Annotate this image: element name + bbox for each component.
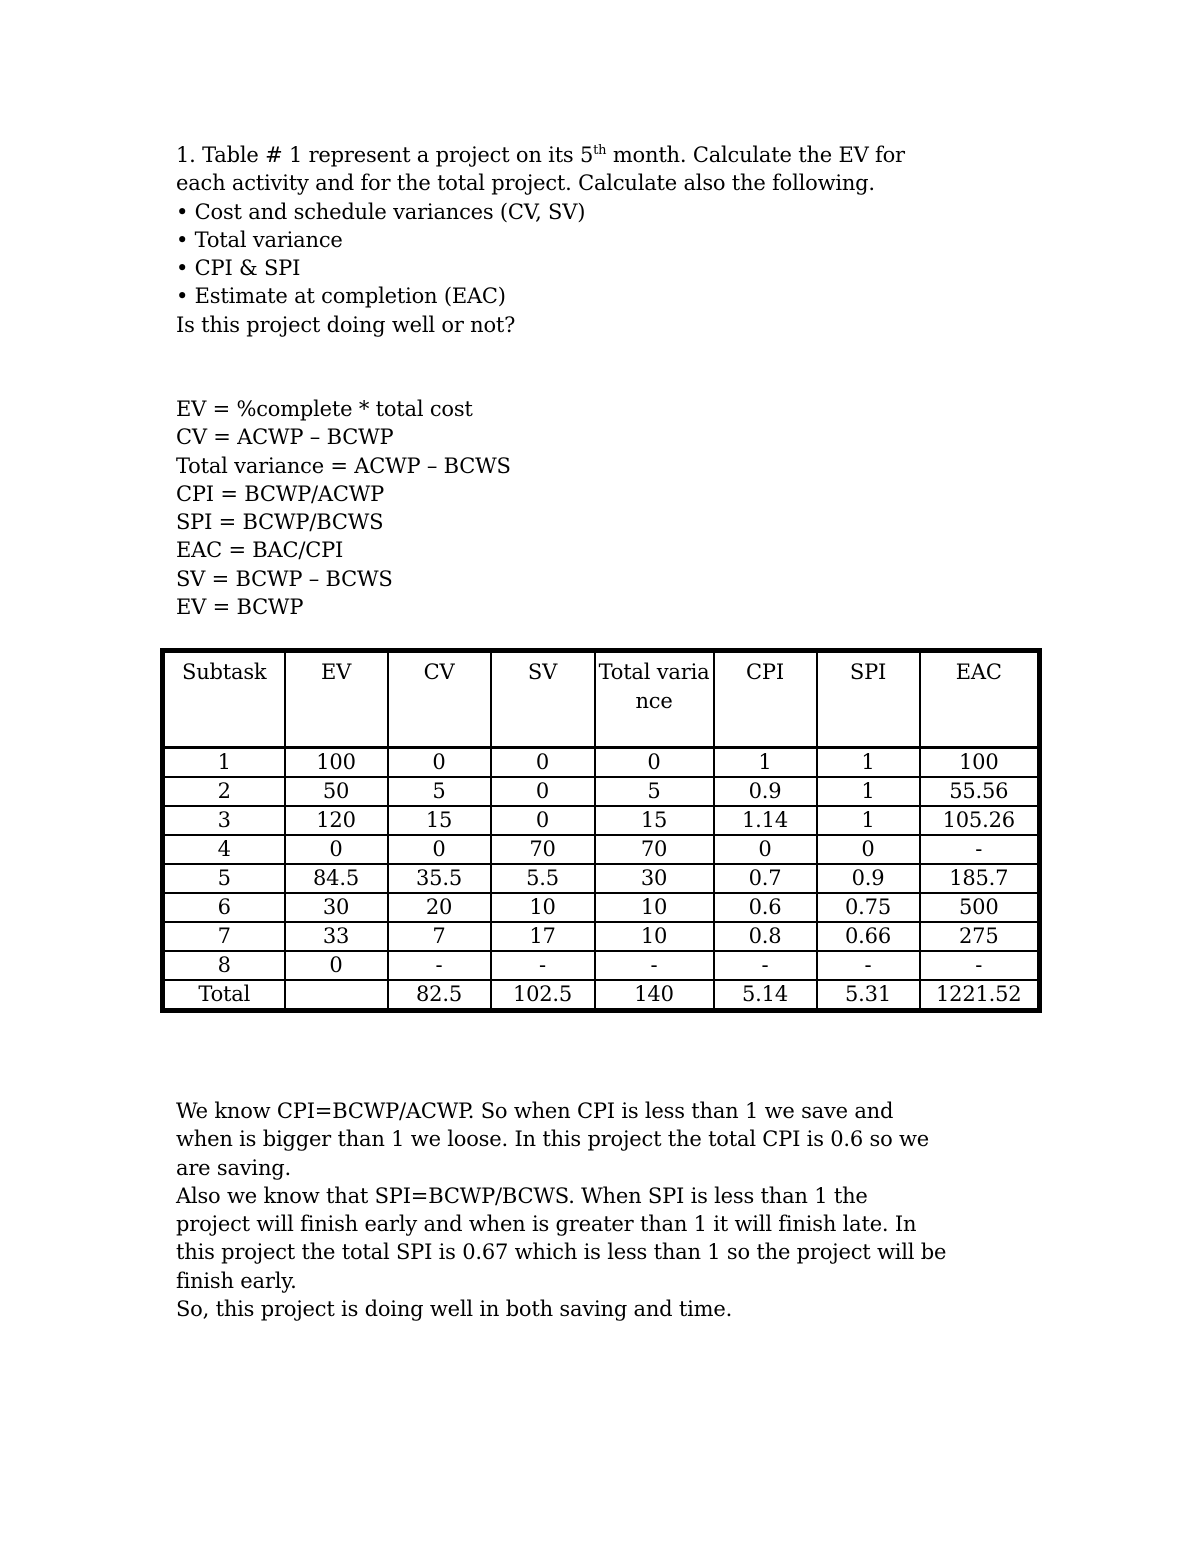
table-row <box>163 951 1040 980</box>
subtask-cell: 8 <box>163 951 285 980</box>
subtask-cell: 7 <box>163 922 285 951</box>
value-cell: 82.5 <box>388 980 491 1011</box>
subtask-cell: 6 <box>163 893 285 922</box>
answer-line: when is bigger than 1 we loose. In this project the total CPI is 0.6 so we <box>176 1127 930 1152</box>
answer-line: this project the total SPI is 0.67 which is less than 1 so the project will be <box>176 1240 947 1265</box>
answer-line: So, this project is doing well in both saving and time. <box>176 1297 733 1322</box>
subtask-cell: 2 <box>163 777 285 806</box>
table-row <box>163 777 1040 806</box>
value-cell <box>285 980 388 1011</box>
value-cell: 185.7 <box>920 864 1040 893</box>
question-line-2: each activity and for the total project. Calculate also the following. <box>176 171 875 196</box>
header-cell: CPI <box>714 651 817 748</box>
value-cell: 500 <box>920 893 1040 922</box>
value-cell: 10 <box>595 893 714 922</box>
bullet-item: • Estimate at completion (EAC) <box>176 284 506 309</box>
answer-line: project will finish early and when is greater than 1 it will finish late. In <box>176 1212 917 1237</box>
value-cell: 0 <box>388 748 491 778</box>
value-cell: 0.66 <box>817 922 920 951</box>
value-cell: - <box>595 951 714 980</box>
ordinal-superscript: th <box>593 143 607 158</box>
value-cell: 0.75 <box>817 893 920 922</box>
question-closing: Is this project doing well or not? <box>176 312 516 337</box>
value-cell: 1 <box>817 748 920 778</box>
question-text <box>176 141 1056 339</box>
answer-line: Also we know that SPI=BCWP/BCWS. When SPI is less than 1 the <box>176 1183 868 1208</box>
value-cell: 10 <box>491 893 595 922</box>
value-cell: 102.5 <box>491 980 595 1011</box>
formula-line: EAC = BAC/CPI <box>176 538 344 563</box>
value-cell: 120 <box>285 806 388 835</box>
table-row <box>163 864 1040 893</box>
value-cell: 5.31 <box>817 980 920 1011</box>
subtask-cell: 5 <box>163 864 285 893</box>
formula-line: CPI = BCWP/ACWP <box>176 481 385 506</box>
value-cell: 140 <box>595 980 714 1011</box>
value-cell: 0 <box>491 806 595 835</box>
answer-line: are saving. <box>176 1155 291 1180</box>
value-cell: 275 <box>920 922 1040 951</box>
header-cell: EAC <box>920 651 1040 748</box>
value-cell: 33 <box>285 922 388 951</box>
value-cell: - <box>714 951 817 980</box>
subtask-cell: 1 <box>163 748 285 778</box>
bullet-item: • CPI & SPI <box>176 256 301 281</box>
header-cell: Subtask <box>163 651 285 748</box>
bullet-item: • Total variance <box>176 227 343 252</box>
value-cell: 5 <box>388 777 491 806</box>
value-cell: 0.8 <box>714 922 817 951</box>
value-cell: 1.14 <box>714 806 817 835</box>
formula-line: SPI = BCWP/BCWS <box>176 510 384 535</box>
value-cell: 0 <box>491 748 595 778</box>
value-cell: 100 <box>920 748 1040 778</box>
formula-line: Total variance = ACWP – BCWS <box>176 453 511 478</box>
question-line-1-end: month. Calculate the EV for <box>606 143 905 167</box>
value-cell: 17 <box>491 922 595 951</box>
value-cell: - <box>920 835 1040 864</box>
bullet-item: • Cost and schedule variances (CV, SV) <box>176 199 586 224</box>
value-cell: - <box>388 951 491 980</box>
header-cell: SV <box>491 651 595 748</box>
value-cell: 1 <box>714 748 817 778</box>
value-cell: 5.14 <box>714 980 817 1011</box>
value-cell: 15 <box>388 806 491 835</box>
value-cell: 70 <box>491 835 595 864</box>
value-cell: 0.9 <box>714 777 817 806</box>
value-cell: 1 <box>817 806 920 835</box>
question-line-1 <box>176 141 1056 169</box>
answer-line: finish early. <box>176 1268 297 1293</box>
value-cell: 35.5 <box>388 864 491 893</box>
value-cell: 30 <box>595 864 714 893</box>
table-header-row <box>163 651 1040 748</box>
value-cell: 5 <box>595 777 714 806</box>
table-row <box>163 806 1040 835</box>
header-cell: Total variance <box>595 651 714 748</box>
value-cell: 1 <box>817 777 920 806</box>
value-cell: 0.7 <box>714 864 817 893</box>
value-cell: 100 <box>285 748 388 778</box>
table-total-row <box>163 980 1040 1011</box>
value-cell: 55.56 <box>920 777 1040 806</box>
table-row <box>163 748 1040 778</box>
value-cell: 0 <box>595 748 714 778</box>
value-cell: 15 <box>595 806 714 835</box>
value-cell: 0 <box>817 835 920 864</box>
value-cell: 70 <box>595 835 714 864</box>
value-cell: 0.6 <box>714 893 817 922</box>
value-cell: 0 <box>285 951 388 980</box>
value-cell: 0 <box>285 835 388 864</box>
subtask-cell: 3 <box>163 806 285 835</box>
formula-line: CV = ACWP – BCWP <box>176 425 394 450</box>
subtask-cell: Total <box>163 980 285 1011</box>
subtask-cell: 4 <box>163 835 285 864</box>
value-cell: 0 <box>491 777 595 806</box>
value-cell: - <box>920 951 1040 980</box>
answer-line: We know CPI=BCWP/ACWP. So when CPI is less than 1 we save and <box>176 1099 894 1123</box>
value-cell: 0 <box>388 835 491 864</box>
value-cell: 0.9 <box>817 864 920 893</box>
table-row <box>163 922 1040 951</box>
table-row <box>163 893 1040 922</box>
value-cell: 0 <box>714 835 817 864</box>
value-cell: 50 <box>285 777 388 806</box>
value-cell: 1221.52 <box>920 980 1040 1011</box>
value-cell: 30 <box>285 893 388 922</box>
header-cell: CV <box>388 651 491 748</box>
table-row <box>163 835 1040 864</box>
results-table <box>160 648 1042 1013</box>
value-cell: - <box>491 951 595 980</box>
answer-text <box>176 1097 1056 1323</box>
value-cell: 105.26 <box>920 806 1040 835</box>
formula-line: SV = BCWP – BCWS <box>176 566 393 591</box>
question-line-1-start: 1. Table # 1 represent a project on its 5 <box>176 143 594 167</box>
header-cell: EV <box>285 651 388 748</box>
value-cell: 20 <box>388 893 491 922</box>
value-cell: - <box>817 951 920 980</box>
formula-list <box>176 395 1056 621</box>
formula-line: EV = BCWP <box>176 595 304 620</box>
value-cell: 10 <box>595 922 714 951</box>
formula-line: EV = %complete * total cost <box>176 397 473 421</box>
table-body <box>163 651 1040 1011</box>
value-cell: 7 <box>388 922 491 951</box>
header-cell: SPI <box>817 651 920 748</box>
value-cell: 5.5 <box>491 864 595 893</box>
value-cell: 84.5 <box>285 864 388 893</box>
